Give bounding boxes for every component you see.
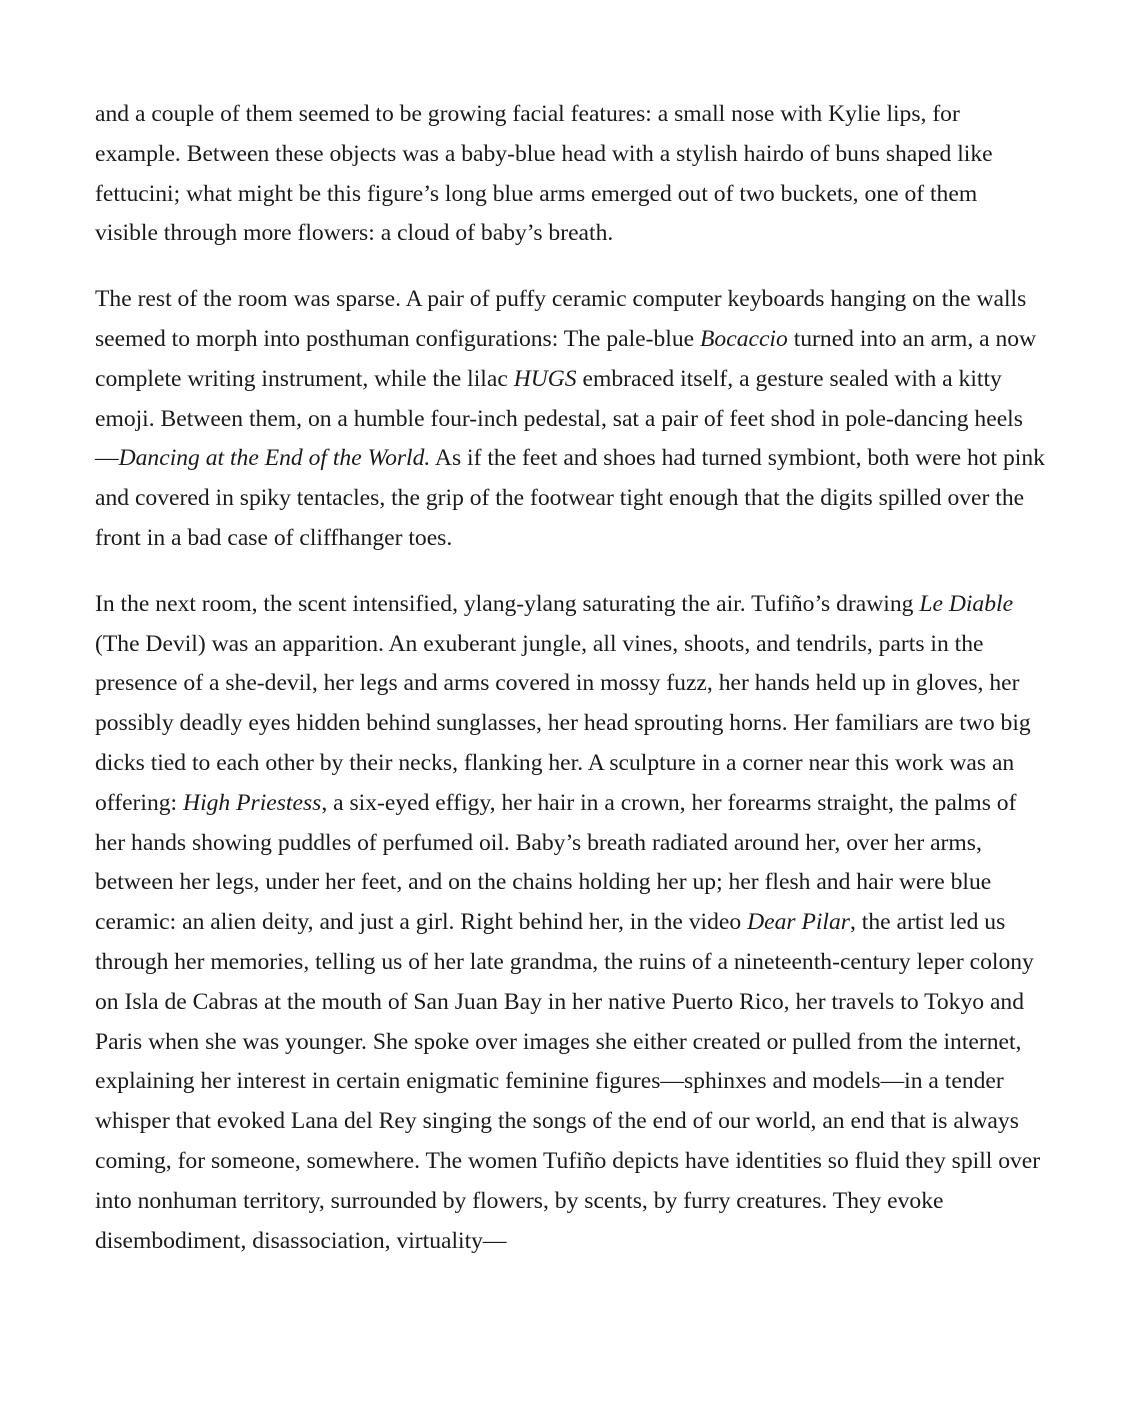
artwork-title-dancing: Dancing at the End of the World. xyxy=(118,445,431,472)
artwork-title-hugs: HUGS xyxy=(513,365,577,392)
text-run: In the next room, the scent intensified, ylang-ylang saturating the air. Tufiño’s drawing xyxy=(95,590,920,617)
artwork-title-bocaccio: Bocaccio xyxy=(700,325,788,352)
paragraph-3 xyxy=(95,585,1045,1262)
text-run: The rest of the room was sparse. A pair of puffy ceramic computer keyboards hanging on the walls seemed to morph into posthuman configurations: The pale-blue xyxy=(95,286,1027,352)
artwork-title-le-diable: Le Diable xyxy=(919,590,1014,617)
text-run: and a couple of them seemed to be growing facial features: a small nose with Kylie lips, for example. Between these objects was a baby-blue head with a stylish hairdo of buns shaped like fettucini; what might be this figure’s long blue arms emerged out of two buckets, one of them visible through more flowers: a cloud of baby’s breath. xyxy=(95,101,993,247)
artwork-title-dear-pilar: Dear Pilar xyxy=(747,909,850,936)
text-run: (The Devil) was an apparition. An exuberant jungle, all vines, shoots, and tendrils, parts in the presence of a she-devil, her legs and arms covered in mossy fuzz, her hands held up in gloves, her possibly deadly eyes hidden behind sunglasses, her head sprouting horns. Her familiars are two big dicks tied to each other by their necks, flanking her. A sculpture in a corner near this work was an offering: xyxy=(95,630,1031,816)
paragraph-2 xyxy=(95,280,1045,559)
text-run: embraced itself, a gesture sealed with a kitty emoji. Between them, on a humble four-inch pedestal, sat a pair of feet shod in pole-dancing heels— xyxy=(95,365,1023,472)
text-run: As if the feet and shoes had turned symbiont, both were hot pink and covered in spiky tentacles, the grip of the footwear tight enough that the digits spilled over the front in a bad case of cliffhanger toes. xyxy=(95,445,1045,551)
text-run: , a six-eyed effigy, her hair in a crown, her forearms straight, the palms of her hands showing puddles of perfumed oil. Baby’s breath radiated around her, over her arms, between her legs, under her feet, and on the chains holding her up; her flesh and hair were blue ceramic: an alien deity, and just a girl. Right behind her, in the video xyxy=(95,789,1017,936)
text-run: turned into an arm, a now complete writing instrument, while the lilac xyxy=(95,325,1037,392)
text-run: , the artist led us through her memories, telling us of her late grandma, the ruins of a nineteenth-century leper colony on Isla de Cabras at the mouth of San Juan Bay in her native Puerto Rico, her travels to Tokyo and Paris when she was younger. She spoke over images she either created or pulled from the internet, explaining her interest in certain enigmatic feminine figures—sphinxes and models—in a tender whisper that evoked Lana del Rey singing the songs of the end of our world, an end that is always coming, for someone, somewhere. The women Tufiño depicts have identities so fluid they spill over into nonhuman territory, surrounded by flowers, by scents, by furry creatures. They evoke disembodiment, disassociation, virtuality— xyxy=(95,909,1041,1254)
artwork-title-high-priestess: High Priestess xyxy=(183,789,322,816)
paragraph-1 xyxy=(95,95,1045,254)
article-body xyxy=(95,95,1045,1261)
